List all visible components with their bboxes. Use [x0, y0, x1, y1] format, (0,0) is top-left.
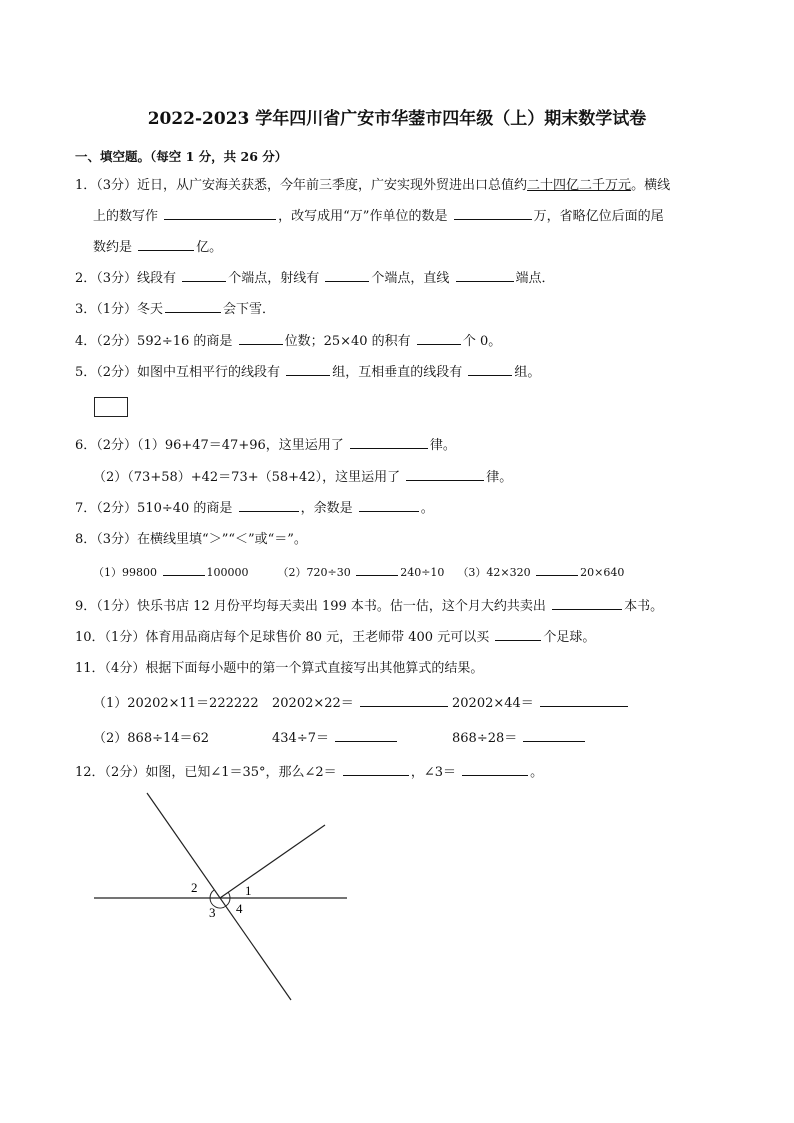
question-1-text: 数约是	[93, 240, 133, 255]
question-2-text: 个端点，射线有	[228, 271, 320, 286]
page-title: 2022-2023 学年四川省广安市华蓥市四年级（上）期末数学试卷	[147, 109, 647, 129]
question-2-text: 个端点，直线	[371, 271, 450, 286]
question-3-text: 3．（1分）冬天	[75, 302, 164, 317]
question-11-item: 868÷28＝	[452, 731, 518, 746]
section-heading: 一、填空题。（每空 1 分，共 26 分）	[75, 149, 288, 164]
question-7-text: 。	[420, 501, 434, 516]
question-4-text: 个 0。	[462, 334, 502, 349]
question-11-given: （1）20202×11＝222222	[93, 696, 259, 711]
angle-1-arc	[228, 892, 230, 898]
angle-2-arc	[210, 890, 214, 898]
diagonal-line	[147, 793, 291, 1000]
question-11-item: 20202×44＝	[452, 696, 534, 711]
question-8-text: 8．（3分）在横线里填“＞”“＜”或“＝”。	[75, 532, 307, 547]
question-5-text: 组，互相垂直的线段有	[332, 365, 463, 380]
question-2-text: 2．（3分）线段有	[75, 271, 177, 286]
question-11-text: 11．（4分）根据下面每小题中的第一个算式直接写出其他算式的结果。	[75, 661, 484, 676]
angle-label-4: 4	[236, 901, 243, 916]
question-9-text: 本书。	[624, 599, 664, 614]
question-8-item-3: （3）42×320	[457, 566, 531, 579]
question-11-item: 20202×22＝	[272, 696, 354, 711]
question-4-text: 4．（2分）592÷16 的商是	[75, 334, 233, 349]
question-10-text: 个足球。	[543, 630, 596, 645]
angle-label-3: 3	[209, 905, 216, 920]
question-8-item-1: （1）99800	[93, 566, 157, 579]
question-6-text: 6．（2分）（1）96+47＝47+96，这里运用了	[75, 438, 344, 453]
question-1-text: 1．（3分）近日，从广安海关获悉，今年前三季度，广安实现外贸进出口总值约	[75, 178, 528, 193]
question-3-text: 会下雪．	[223, 302, 276, 317]
question-1-underlined-value: 二十四亿二千万元	[527, 178, 632, 193]
question-5-text: 5．（2分）如图中互相平行的线段有	[75, 365, 281, 380]
question-6-text: 律。	[429, 438, 456, 453]
question-12-text: 12．（2分）如图，已知∠1＝35°，那么∠2＝	[75, 765, 337, 780]
question-5-text: 组。	[514, 365, 541, 380]
question-1-text: 上的数写作	[93, 209, 159, 224]
question-1-text-end: 。横线	[631, 178, 671, 193]
question-2-text: 端点．	[515, 271, 555, 286]
question-9-text: 9．（1分）快乐书店 12 月份平均每天卖出 199 本书。估一估，这个月大约共卖出	[75, 599, 546, 614]
question-6-text: 律。	[486, 470, 513, 485]
question-8-item-2: 240÷10	[400, 566, 445, 579]
question-1-text: 亿。	[196, 240, 223, 255]
question-4-text: 位数；25×40 的积有	[284, 334, 411, 349]
question-7-text: 7．（2分）510÷40 的商是	[75, 501, 233, 516]
question-12-text: ，∠3＝	[410, 765, 456, 780]
question-7-text: ，余数是	[300, 501, 353, 516]
question-1-text: 万，省略亿位后面的尾	[533, 209, 664, 224]
question-8-item-3: 20×640	[580, 566, 625, 579]
question-11-given: （2）868÷14＝62	[93, 731, 210, 746]
question-6-text: （2）（73+58）+42＝73+（58+42），这里运用了	[93, 470, 401, 485]
question-10-text: 10．（1分）体育用品商店每个足球售价 80 元，王老师带 400 元可以买	[75, 630, 490, 645]
question-11-item: 434÷7＝	[272, 731, 329, 746]
question-1-text: ，改写成用“万”作单位的数是	[278, 209, 448, 224]
question-8-item-2: （2）720÷30	[277, 566, 351, 579]
angle-4-arc	[226, 898, 230, 906]
question-8-item-1: 100000	[206, 566, 249, 579]
ray	[220, 825, 325, 898]
angle-label-1: 1	[245, 883, 252, 898]
angle-label-2: 2	[191, 880, 198, 895]
question-12-text: 。	[530, 765, 544, 780]
